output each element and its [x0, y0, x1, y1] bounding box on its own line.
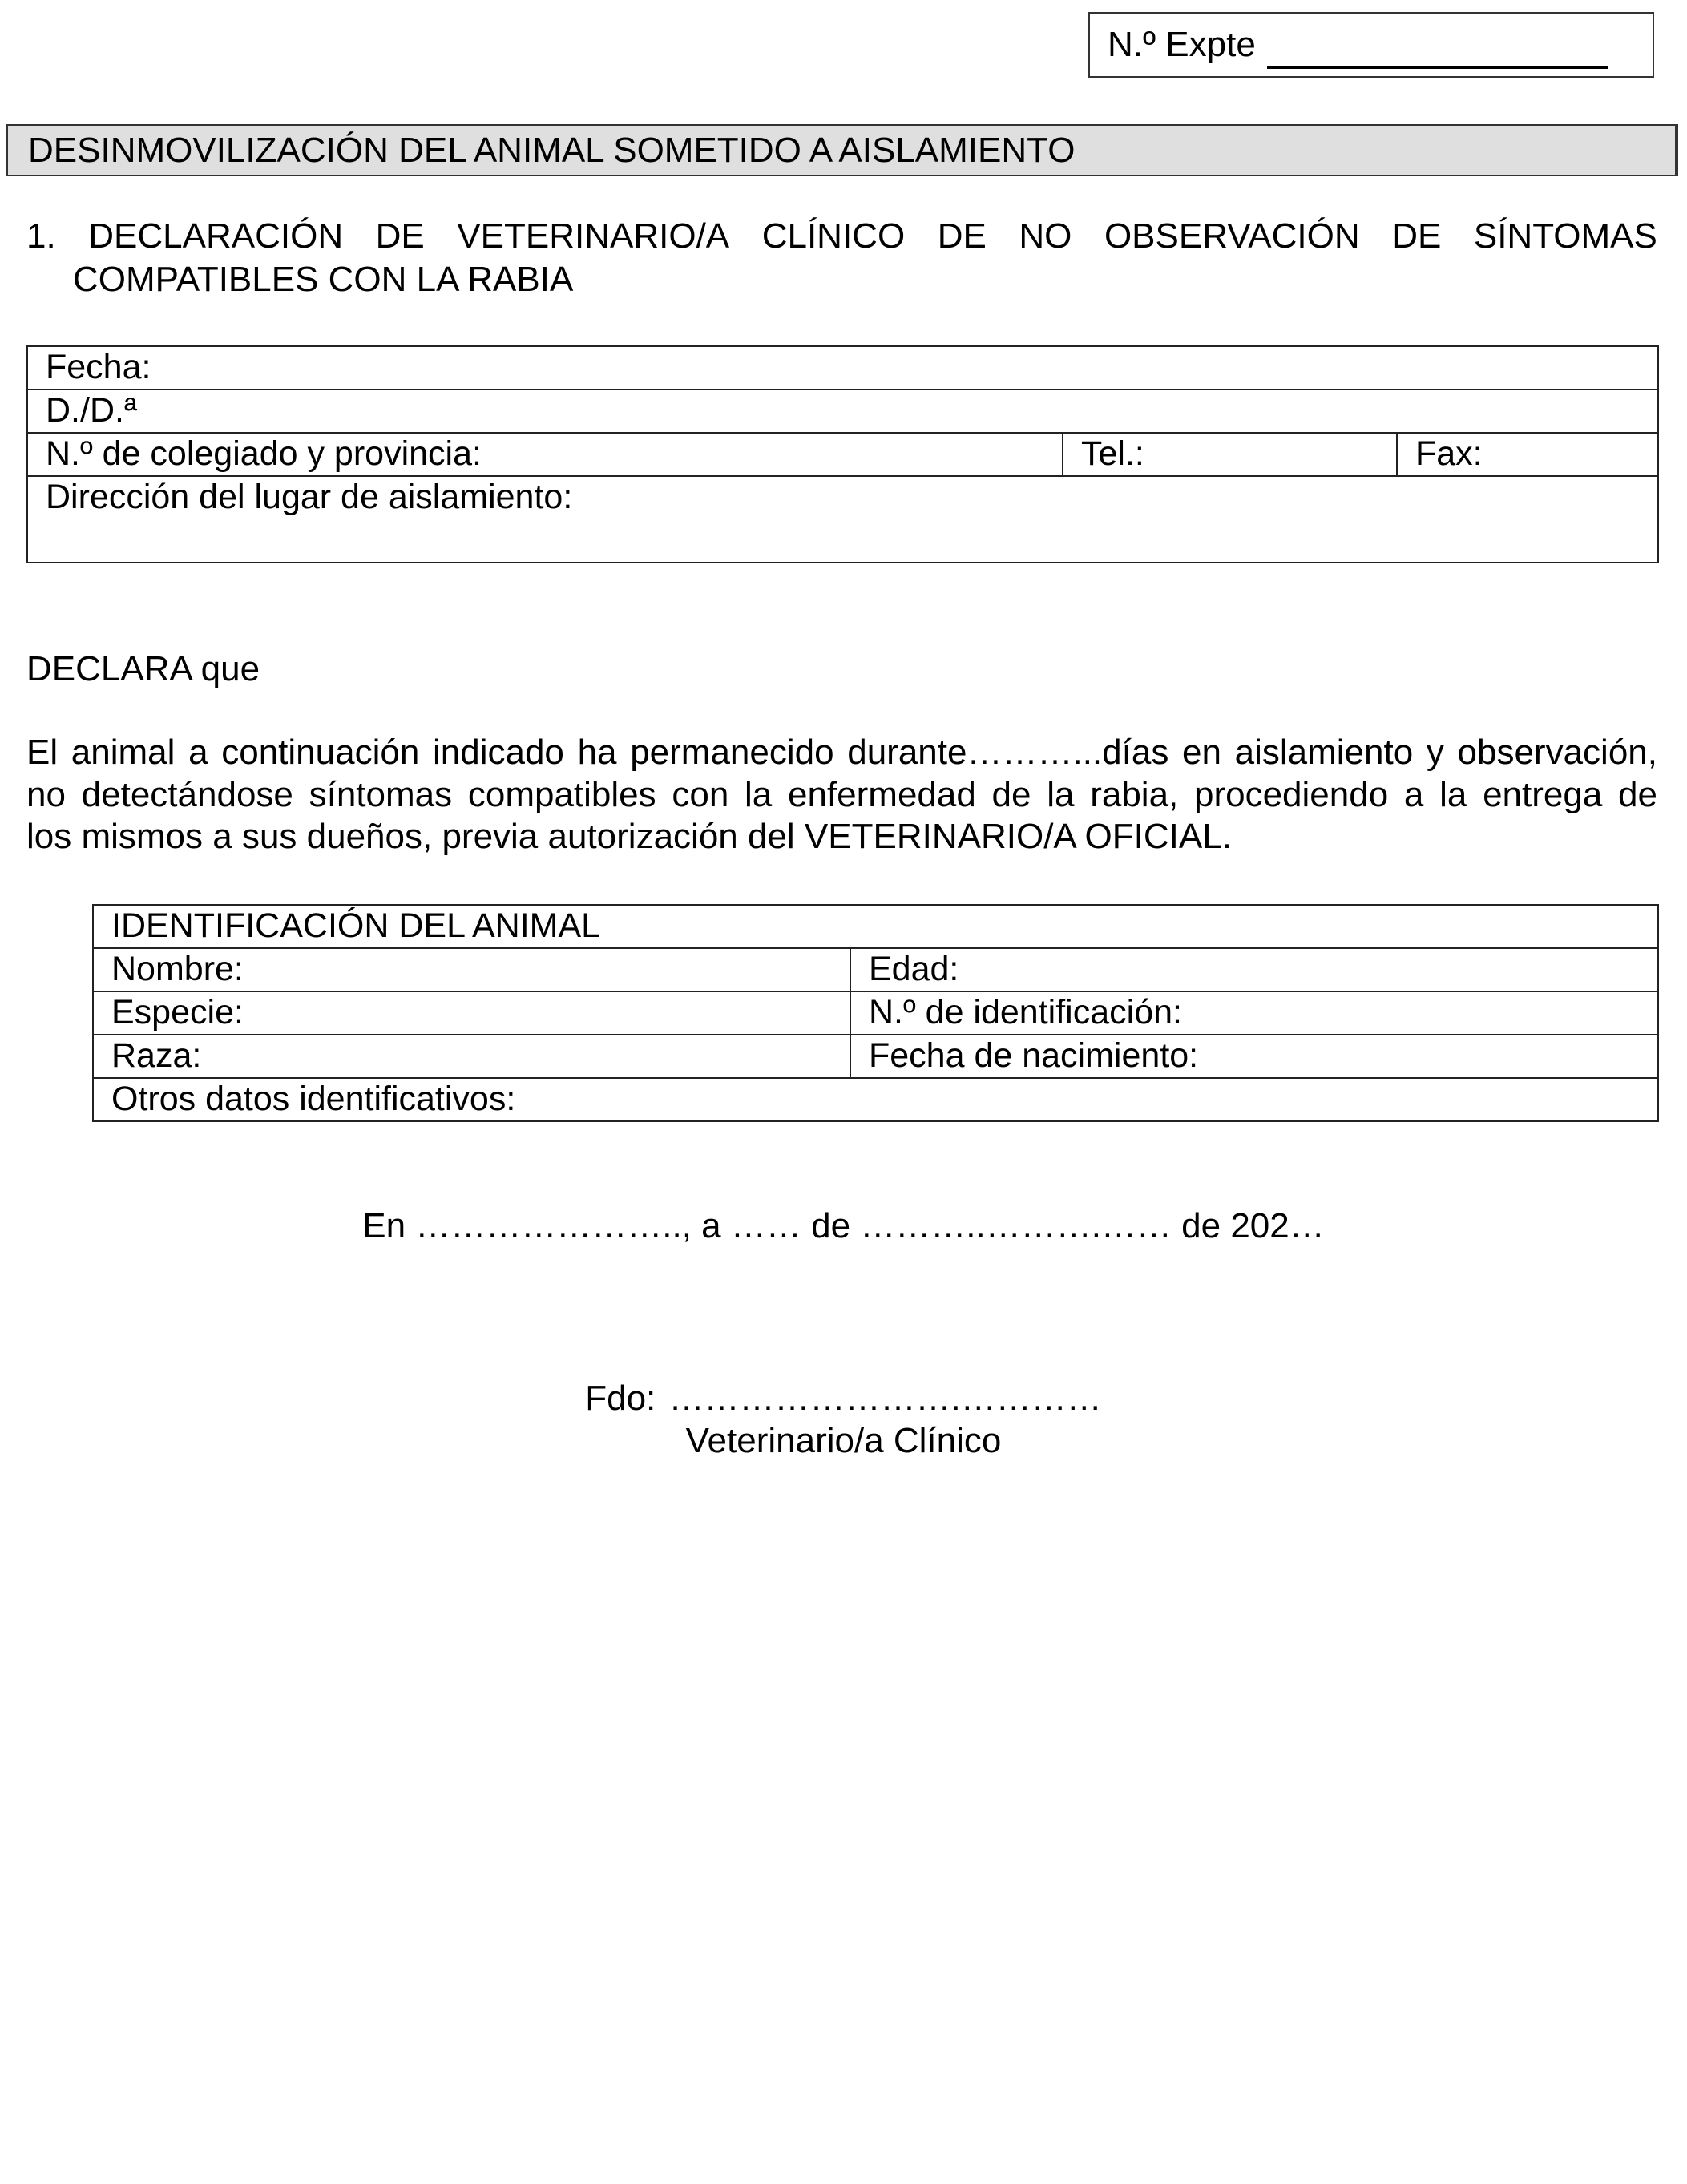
animal-identification-table [92, 904, 1659, 1122]
heading-word: DE [937, 216, 987, 256]
signature-line[interactable] [0, 1377, 1687, 1419]
colegiado-label: N.º de colegiado y provincia: [46, 434, 482, 473]
expediente-label: N.º Expte [1108, 25, 1256, 64]
section-heading-line1 [26, 215, 1657, 258]
table-row [27, 476, 1658, 563]
heading-word: OBSERVACIÓN [1104, 216, 1360, 256]
heading-word: NO [1019, 216, 1072, 256]
vet-name-field[interactable] [27, 390, 1658, 433]
otros-datos-label: Otros datos identificativos: [111, 1080, 516, 1118]
paragraph-line: no detectándose síntomas compatibles con la enfermedad de la rabia, procediendo a la entrega de [26, 774, 1657, 814]
raza-label: Raza: [111, 1036, 202, 1075]
table-row [27, 390, 1658, 433]
section-heading-line2: COMPATIBLES CON LA RABIA [73, 260, 574, 299]
table-row [93, 991, 1658, 1035]
place-date-line[interactable]: En ………………….., a …… de ………..……….…… de 202… [362, 1206, 1325, 1245]
animal-table-header [93, 905, 1658, 948]
heading-word: 1. [26, 216, 56, 256]
declara-text: DECLARA que [26, 649, 260, 688]
fdo-dotted-line: …………………….………… [668, 1379, 1102, 1418]
heading-word: DE [375, 216, 425, 256]
paragraph-line: El animal a continuación indicado ha permanecido durante………...días en aislamiento y observación, [26, 733, 1657, 772]
nombre-label: Nombre: [111, 950, 244, 988]
expediente-box [1088, 12, 1654, 78]
fax-label: Fax: [1415, 434, 1483, 473]
nacimiento-field[interactable] [850, 1035, 1658, 1078]
document-title-text: DESINMOVILIZACIÓN DEL ANIMAL SOMETIDO A AISLAMIENTO [28, 130, 1076, 170]
especie-field[interactable] [93, 991, 850, 1035]
heading-word: DECLARACIÓN [88, 216, 344, 256]
colegiado-field[interactable] [27, 433, 1063, 476]
animal-table-header-text: IDENTIFICACIÓN DEL ANIMAL [111, 906, 601, 945]
fdo-label: Fdo: [585, 1379, 656, 1418]
direccion-field[interactable] [27, 476, 1658, 563]
direccion-label: Dirección del lugar de aislamiento: [46, 478, 573, 516]
tel-field[interactable] [1063, 433, 1397, 476]
table-row [93, 948, 1658, 991]
fecha-label: Fecha: [46, 348, 151, 386]
nacimiento-label: Fecha de nacimiento: [869, 1036, 1199, 1075]
paragraph-line: los mismos a sus dueños, previa autorización del VETERINARIO/A OFICIAL. [26, 817, 1232, 856]
table-row [27, 346, 1658, 390]
document-title [6, 124, 1678, 176]
edad-field[interactable] [850, 948, 1658, 991]
heading-word: DE [1392, 216, 1442, 256]
identificacion-label: N.º de identificación: [869, 993, 1182, 1031]
raza-field[interactable] [93, 1035, 850, 1078]
table-header-row [93, 905, 1658, 948]
fax-field[interactable] [1397, 433, 1658, 476]
declaration-paragraph [26, 732, 1657, 858]
section-heading [26, 215, 1657, 301]
expediente-field[interactable] [1267, 30, 1608, 69]
table-row [27, 433, 1658, 476]
fecha-field[interactable] [27, 346, 1658, 390]
vet-name-label: D./D.ª [46, 391, 137, 430]
especie-label: Especie: [111, 993, 244, 1031]
table-row [93, 1035, 1658, 1078]
heading-word: VETERINARIO/A [457, 216, 730, 256]
nombre-field[interactable] [93, 948, 850, 991]
identificacion-field[interactable] [850, 991, 1658, 1035]
heading-word: SÍNTOMAS [1473, 216, 1657, 256]
veterinarian-table [26, 345, 1659, 563]
heading-word: CLÍNICO [761, 216, 906, 256]
tel-label: Tel.: [1081, 434, 1144, 473]
signature-block [0, 1377, 1687, 1462]
signature-role: Veterinario/a Clínico [685, 1421, 1002, 1460]
table-row [93, 1078, 1658, 1121]
edad-label: Edad: [869, 950, 959, 988]
otros-datos-field[interactable] [93, 1078, 1658, 1121]
